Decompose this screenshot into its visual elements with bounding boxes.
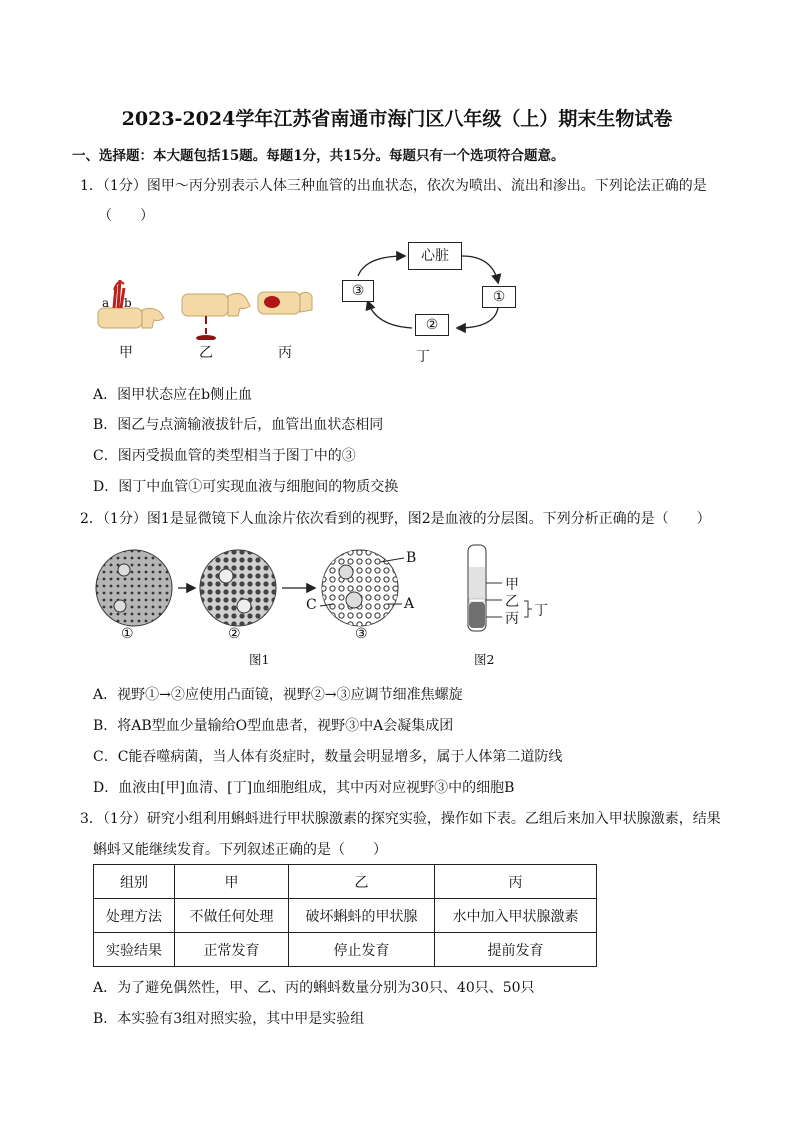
table-row	[94, 865, 597, 899]
q3-stem-cont: 蝌蚪又能继续发育。下列叙述正确的是（ ）	[93, 842, 387, 858]
table-cell: 正常发育	[175, 933, 289, 967]
field-label-2: ②	[228, 626, 241, 642]
field-label-3: ③	[355, 626, 368, 642]
q1-option-c: C．图丙受损血管的类型相当于图丁中的③	[93, 448, 356, 464]
table-cell: 甲	[175, 865, 289, 899]
field-1	[96, 550, 172, 626]
tube-label-ding: 丁	[534, 603, 548, 619]
experiment-table	[93, 864, 597, 967]
section-heading: 一、选择题：本大题包括15题。每题1分，共15分。每题只有一个选项符合题意。	[72, 148, 565, 164]
table-cell: 水中加入甲状腺激素	[435, 899, 597, 933]
vessel-2-box: ②	[415, 314, 449, 336]
q1-option-b: B．图乙与点滴输液拔针后，血管出血状态相同	[93, 417, 384, 433]
fig-label-jia: 甲	[119, 345, 133, 361]
arm-mark-a: a	[102, 296, 110, 310]
q1-stem-bracket: （ ）	[98, 208, 154, 224]
table-cell: 提前发育	[435, 933, 597, 967]
table-cell: 乙	[289, 865, 435, 899]
arm-mark-b: b	[124, 296, 132, 310]
arm-bing-illustration	[258, 292, 312, 314]
q3-option-b: B．本实验有3组对照实验，其中甲是实验组	[93, 1011, 365, 1027]
fig2-caption: 图2	[474, 652, 495, 667]
q1-stem: 1．（1分）图甲～丙分别表示人体三种血管的出血状态，依次为喷出、流出和渗出。下列论法正确的是	[80, 178, 707, 194]
field-2	[200, 550, 276, 626]
arm-yi-illustration	[182, 293, 250, 340]
fig-label-yi: 乙	[199, 345, 213, 361]
q2-option-b: B．将AB型血少量输给O型血患者，视野③中A会凝集成团	[93, 718, 454, 734]
vessel-1-box: ①	[482, 286, 516, 308]
pointer-label-b: B	[406, 550, 417, 566]
tube-label-yi: 乙	[505, 594, 519, 610]
field-3	[320, 550, 404, 626]
table-cell: 停止发育	[289, 933, 435, 967]
field-label-1: ①	[121, 626, 134, 642]
q2-option-a: A．视野①→②应使用凸面镜，视野②→③应调节细准焦螺旋	[93, 687, 463, 703]
fig-label-bing: 丙	[278, 345, 292, 361]
vessel-3-box: ③	[342, 280, 374, 302]
pointer-label-c: C	[306, 597, 317, 613]
q3-option-a: A．为了避免偶然性，甲、乙、丙的蝌蚪数量分别为30只、40只、50只	[93, 980, 535, 996]
table-cell: 实验结果	[94, 933, 175, 967]
table-row	[94, 933, 597, 967]
q3-stem: 3．（1分）研究小组利用蝌蚪进行甲状腺激素的探究实验，操作如下表。乙组后来加入甲状腺激素，结果	[80, 811, 721, 827]
heart-box: 心脏	[408, 242, 462, 270]
blood-tube	[462, 543, 542, 635]
microscope-fields	[94, 548, 424, 634]
fig-label-ding: 丁	[416, 349, 430, 365]
q2-option-c: C．C能吞噬病菌，当人体有炎症时，数量会明显增多，属于人体第二道防线	[93, 749, 563, 765]
table-cell: 丙	[435, 865, 597, 899]
table-cell: 组别	[94, 865, 175, 899]
q1-arm-figures	[94, 240, 314, 340]
pointer-label-a: A	[404, 596, 415, 612]
tube-label-bing: 丙	[505, 611, 519, 627]
tube-label-jia: 甲	[505, 577, 519, 593]
fig1-caption: 图1	[249, 652, 270, 667]
q1-option-a: A．图甲状态应在b侧止血	[93, 387, 253, 403]
q1-option-d: D．图丁中血管①可实现血液与细胞间的物质交换	[93, 479, 399, 495]
page-title: 2023-2024学年江苏省南通市海门区八年级（上）期末生物试卷	[121, 108, 673, 130]
table-cell: 处理方法	[94, 899, 175, 933]
table-cell: 不做任何处理	[175, 899, 289, 933]
q2-stem: 2．（1分）图1是显微镜下人血涂片依次看到的视野，图2是血液的分层图。下列分析正确的是（ ）	[80, 511, 711, 527]
table-row	[94, 899, 597, 933]
q2-option-d: D．血液由[甲]血清、[丁]血细胞组成，其中丙对应视野③中的细胞B	[93, 780, 515, 796]
table-cell: 破坏蝌蚪的甲状腺	[289, 899, 435, 933]
